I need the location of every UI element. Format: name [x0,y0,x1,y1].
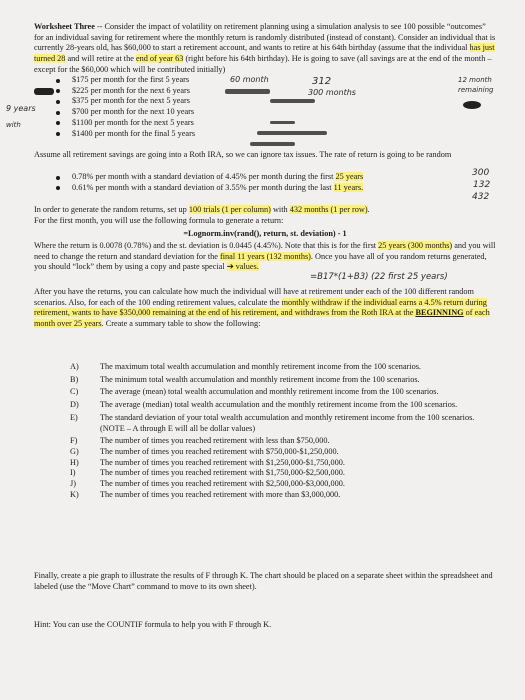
list-item: F) The number of times you reached retirement with less than $750,000. [70,436,330,446]
list-item: H) The number of times you reached retirement with $1,250,000-$1,750,000. [70,457,345,467]
list-item: K) The number of times you reached retirement with more than $3,000,000. [70,489,341,499]
handwritten-note-9-years: 9 years [6,104,36,113]
worksheet-title: Worksheet Three [34,22,95,31]
where-paragraph: Where the return is 0.0078 (0.78%) and the st. deviation is 0.0445 (4.45%). Note that this is for the first 25 years (300 months) and you will need to change the return and standard deviation for the final 11 years (132 months). Once you have all of you random returns generated, you should “lock” them by using a copy and paste special ➔ values. [34,241,496,272]
savings-item: $225 per month for the next 6 years [52,86,372,97]
highlight-just-turned-28: has just turned 28 [34,43,495,64]
handwritten-note-12-month: 12 month [458,76,492,84]
list-item: G) The number of times you reached retirement with $750,000-$1,250,000. [70,446,339,456]
returns-list [52,172,492,193]
savings-item: $700 per month for the next 10 years [52,107,372,118]
handwritten-note-with: with [6,121,21,129]
assume-paragraph: Assume all retirement savings are going into a Roth IRA, so we can ignore tax issues. The rate of return is going to be random [34,150,452,159]
handwritten-note-60-month: 60 month [230,75,269,84]
handwriting-strike [250,142,295,146]
list-item: J) The number of times you reached retirement with $2,500,000-$3,000,000. [70,479,345,489]
intro-paragraph: Worksheet Three -- Consider the impact of volatility on retirement planning using a simulation analysis to see 100 possible “outcomes” for an individual saving for retirement where the monthly return is randomly distributed (instead of constant). Consider an individual that is currently 28-years old, has $60,000 to start a retirement account, and wants to retire at his 64th birthday (assume that the individual has just turned 28 and will retire at the end of year 63 (right before his 64th birthday). He is going to save (all savings are at the end of the month – except for the $60,000 which will be contributed initially) [34,22,496,74]
return-item: 0.78% per month with a standard deviation of 4.45% per month during the first 25 years [52,172,492,183]
list-item: C) The average (mean) total wealth accumulation and monthly retirement income from the 100 scenarios. [70,387,439,397]
handwritten-note-312: 312 [312,76,332,87]
list-item: E) The standard deviation of your total wealth accumulation and monthly retirement income from the 100 scenarios. (NOTE – A through E will all be dollar values) [70,412,475,433]
hint-line: Hint: You can use the COUNTIF formula to help you with F through K. [34,620,272,629]
return-item: 0.61% per month with a standard deviation of 3.55% per month during the last 11 years. [52,183,492,194]
handwritten-note-432: 432 [472,192,490,202]
arrow-icon: ➔ [226,262,234,272]
handwritten-note-300-months: 300 months [308,88,356,97]
handwriting-strike [225,89,270,94]
handwriting-strike [270,121,295,124]
finally-paragraph: Finally, create a pie graph to illustrate the results of F through K. The chart should be placed on a separate sheet within the spreadsheet and labeled (use the “Move Chart” command to move to its own sheet). [34,571,493,591]
first-month-line: For the first month, you will use the following formula to generate a return: [34,215,284,225]
handwritten-note-remaining: remaining [458,86,494,94]
savings-item: $1100 per month for the next 5 years [52,118,372,129]
savings-item: $1400 per month for the final 5 years [52,129,372,140]
generate-paragraph: In order to generate the random returns, set up 100 trials (1 per column) with 432 months (1 per row). For the first month, you will use the following formula to generate a return: =Lognorm.inv(rand(), return, st. deviation) - 1 [34,205,496,240]
summary-items-list [66,362,486,500]
list-item: A) The maximum total wealth accumulation and monthly retirement income from the 100 scenarios. [70,362,421,371]
after-paragraph: After you have the returns, you can calculate how much the individual will have at retirement under each of the 100 different random scenarios. Also, for each of the 100 ending retirement values, calculate the monthly withdraw if the individual earns a 4.5% return during retirement, wants to have $350,000 remaining at the end of his retirement, and withdraws from the Roth IRA at the BEGINNING of each month over 25 years. Create a summary table to show the following: [34,287,490,329]
handwriting-strike [270,99,315,103]
handwriting-strike [257,131,327,135]
lognorm-formula: =Lognorm.inv(rand(), return, st. deviation) - 1 [183,229,347,239]
handwritten-excel-formula: =B17*(1+B3) (22 first 25 years) [310,272,448,282]
handwriting-scribble [463,101,481,109]
list-item: B) The minimum total wealth accumulation and monthly retirement income from the 100 scenarios. [70,374,420,384]
handwritten-note-300: 300 [472,168,490,178]
savings-item: $175 per month for the first 5 years [52,75,372,86]
handwritten-note-132: 132 [473,180,491,190]
savings-item: $375 per month for the next 5 years [52,96,372,107]
list-item: D) The average (median) total wealth accumulation and the monthly retirement income from the 100 scenarios. [70,400,458,410]
highlight-end-of-year-63: end of year 63 [135,54,184,64]
handwriting-scribble [34,88,54,95]
list-item: I) The number of times you reached retirement with $1,750,000-$2,500,000. [70,468,345,478]
